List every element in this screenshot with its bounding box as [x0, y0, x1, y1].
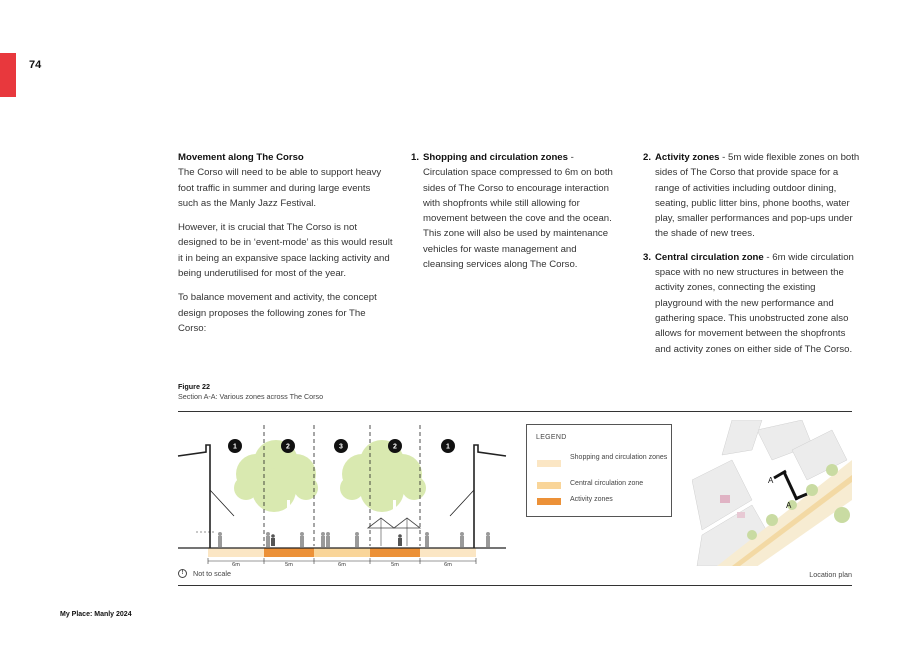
paragraph: However, it is crucial that The Corso is not designed to be in ‘event-mode’ as this would result it in being an expansive space lacking activity and being underutilised for most of the year.: [178, 222, 393, 280]
central-zone-band: [314, 548, 370, 557]
section-marker-top: A: [768, 476, 774, 485]
zone-marker-2: 2: [286, 443, 290, 451]
shopping-zone-band-left: [208, 548, 264, 557]
legend-label: Central circulation zone: [570, 480, 644, 487]
zone-title: Activity zones: [655, 152, 720, 163]
footer-title: My Place: Manly 2024: [60, 611, 132, 618]
zone-title: Central circulation zone: [655, 251, 764, 263]
shopping-zone-band-right: [420, 548, 476, 557]
activity-zone-band-left: [264, 548, 314, 557]
zone-text: Circulation space compressed to 6m on both sides of The Corso to encourage interaction with shopfronts while still allowing for movement between the cove and the ocean. This zone will also be used by maintenance vehicles for waste management and cleansing services along The Corso.: [423, 167, 613, 271]
tree-left: [234, 440, 318, 546]
page-accent-tab: [0, 53, 16, 97]
zone-marker-3: 3: [339, 443, 343, 451]
dimension-label: 6m: [232, 562, 240, 568]
zone-marker-1: 1: [233, 443, 237, 451]
location-plan-label: Location plan: [809, 570, 852, 579]
figure-caption-text: Section A-A: Various zones across The Corso: [178, 392, 324, 401]
figure-top-rule: [178, 411, 852, 412]
not-to-scale-note: [178, 569, 231, 578]
section-heading: Movement along The Corso: [178, 152, 304, 163]
page-number: 74: [29, 59, 42, 71]
zone-item-activity: 2. Activity zones - 5m wide flexible zones on both sides of The Corso that provide space for a range of activities including outdoor dining, seating, public litter bins, phone booths, water play, smaller performances and pop-ups under the shade of new trees.: [643, 152, 860, 240]
paragraph: To balance movement and activity, the concept design proposes the following zones for The Corso:: [178, 292, 377, 334]
legend-swatch-activity: [537, 498, 561, 505]
building-right: [474, 445, 506, 548]
dimension-label: 5m: [391, 562, 399, 568]
zone-text: 6m wide circulation space with no new structures in between the activity zones, connecting the existing playground with the new performance and gathering space. This unobstructed zone also allows for movement between the shopfronts and activity zones on either side of The Corso.: [655, 251, 854, 355]
building-left: [178, 445, 210, 548]
zone-marker-2: 2: [393, 443, 397, 451]
legend-title: LEGEND: [536, 434, 567, 441]
legend-swatch-shopping: [537, 460, 561, 467]
figure-caption: [178, 382, 323, 402]
zone-text: 5m wide flexible zones on both sides of The Corso that provide space for a range of activities including outdoor dining, seating, public litter bins, phone booths, water play, smaller performances and pop-ups under the shade of new trees.: [655, 152, 860, 240]
section-diagram: [176, 420, 516, 568]
warning-icon: !: [178, 569, 187, 578]
location-plan-map: [692, 420, 852, 566]
legend-label: Shopping and circulation zones: [570, 454, 668, 461]
zone-title: Shopping and circulation zones: [423, 152, 568, 163]
legend-swatch-central: [537, 482, 561, 489]
intro-column: [178, 150, 393, 345]
paragraph: The Corso will need to be able to support heavy foot traffic in summer and during large events such as the Manly Jazz Festival.: [178, 167, 382, 209]
dimension-label: 6m: [338, 562, 346, 568]
zone-item-shopping: 1. Shopping and circulation zones - Circulation space compressed to 6m on both sides of The Corso to encourage interaction with shopfronts while still allowing for movement between the cove and the ocean. This zone will also be used by maintenance vehicles for waste management and cleansing services along The Corso.: [411, 152, 613, 271]
tree-right: [340, 440, 426, 546]
not-to-scale-text: Not to scale: [193, 569, 231, 578]
zone-list-column-1: [411, 150, 616, 280]
figure-bottom-rule: [178, 585, 852, 586]
legend-label: Activity zones: [570, 496, 613, 503]
figure-label: Figure 22: [178, 382, 210, 391]
zone-marker-1: 1: [446, 443, 450, 451]
dimension-label: 5m: [285, 562, 293, 568]
activity-zone-band-right: [370, 548, 420, 557]
section-marker-bottom: A: [786, 501, 792, 510]
zone-list-column-2: [643, 150, 863, 365]
zone-item-central: 3. Central circulation zone - 6m wide circulation space with no new structures in between the activity zones, connecting the existing playground with the new performance and gathering space. This unobstructed zone also allows for movement between the shopfronts and activity zones on either side of The Corso.: [643, 251, 854, 355]
figure-legend: [526, 424, 672, 517]
dimension-label: 6m: [444, 562, 452, 568]
